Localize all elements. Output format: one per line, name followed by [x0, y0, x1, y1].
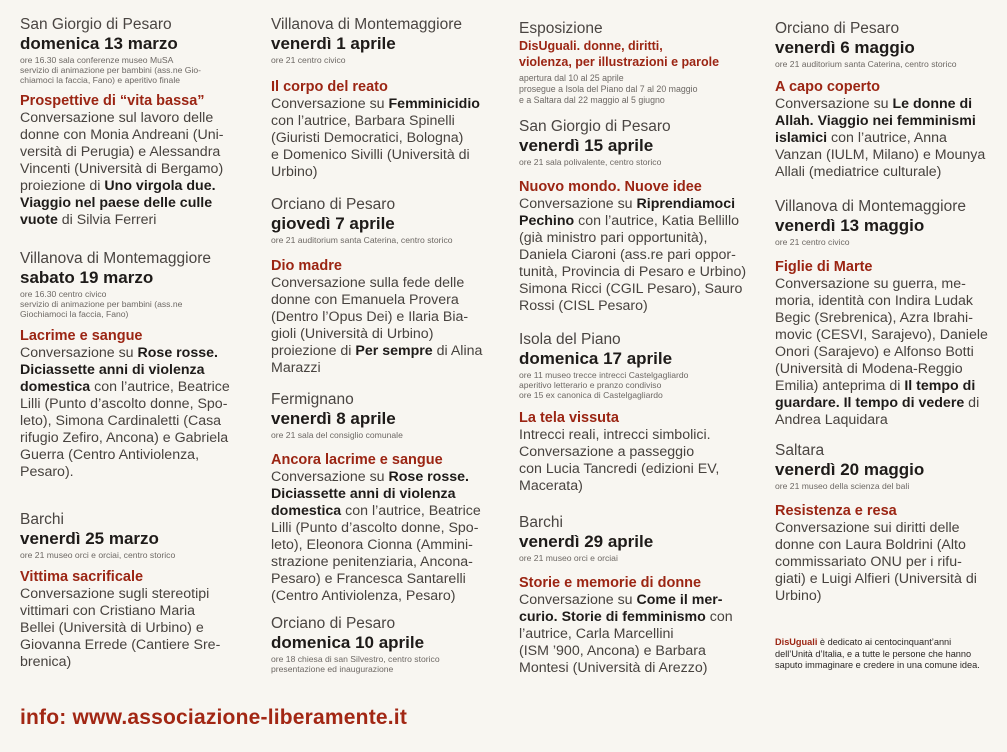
event-10-april [271, 615, 440, 674]
event-date: venerdì 15 aprile [519, 136, 654, 155]
event-date: domenica 13 marzo [20, 34, 178, 53]
event-info: ore 16.30 centro civico servizio di animazione per bambini (ass.ne Giochiamoci la faccia, Fano) [20, 289, 183, 319]
dedication-note: DisUguali è dedicato ai centocinquant’anni dell’Unità d’Italia, e a tutte le persone che hanno saputo immaginare e credere in una comune idea. [775, 637, 980, 670]
event-place: Villanova di Montemaggiore [271, 16, 462, 33]
event-13-march [20, 16, 223, 229]
event-date: venerdì 29 aprile [519, 532, 654, 551]
event-place: Saltara [775, 442, 825, 459]
event-title: Lacrime e sangue [20, 328, 143, 344]
event-description: Conversazione sul lavoro delle donne con Monia Andreani (Uni- versità di Perugia) e Alessandra Vincenti (Università di Bergamo) proiezione di Uno virgola due. Viaggio nel paese delle culle vuote di Silvia Ferreri [20, 110, 224, 228]
event-title: La tela vissuta [519, 410, 619, 426]
event-title: Il corpo del reato [271, 79, 388, 95]
event-info: ore 21 museo orci e orciai [519, 553, 618, 563]
exhibition [519, 20, 719, 106]
event-description: Intrecci reali, intrecci simbolici. Conversazione a passeggio con Lucia Tancredi (edizioni EV, Macerata) [519, 427, 720, 494]
exhibition-info: apertura dal 10 al 25 aprile prosegue a Isola del Piano dal 7 al 20 maggio e a Saltara dal 22 maggio al 5 giugno [519, 73, 698, 105]
event-15-april [519, 118, 746, 315]
event-date: domenica 17 aprile [519, 349, 673, 368]
event-description: Conversazione su Femminicidio con l’autrice, Barbara Spinelli (Giuristi Democratici, Bologna) e Domenico Sivilli (Università di Urbino) [271, 96, 480, 180]
event-place: Villanova di Montemaggiore [775, 198, 966, 215]
event-date: venerdì 1 aprile [271, 34, 396, 53]
event-title: Figlie di Marte [775, 259, 873, 275]
event-info: ore 21 centro civico [775, 237, 850, 247]
event-info: ore 16.30 sala conferenze museo MuSA servizio di animazione per bambini (ass.ne Gio- chiamoci la faccia, Fano) e aperitivo finale [20, 55, 202, 85]
event-title: Storie e memorie di donne [519, 575, 702, 591]
event-19-march [20, 250, 230, 481]
event-place: Barchi [20, 511, 64, 528]
event-description: Conversazione su Rose rosse. Diciassette anni di violenza domestica con l’autrice, Beatrice Lilli (Punto d’ascolto donne, Spo- leto), Eleonora Cionna (Ammini- strazione penitenziaria, Ancona- Pesaro) e Francesca Santarelli (Centro Antiviolenza, Pesaro) [271, 469, 481, 604]
event-place: Isola del Piano [519, 331, 621, 348]
event-info: ore 18 chiesa di san Silvestro, centro storico presentazione ed inaugurazione [271, 654, 440, 674]
exhibition-label: Esposizione [519, 20, 603, 37]
event-title: A capo coperto [775, 79, 881, 95]
footer-info-link[interactable]: info: www.associazione-liberamente.it [20, 706, 408, 729]
event-25-march [20, 511, 220, 671]
event-place: Barchi [519, 514, 563, 531]
event-title: Ancora lacrime e sangue [271, 452, 443, 468]
event-date: venerdì 8 aprile [271, 409, 396, 428]
event-17-april [519, 331, 719, 495]
event-info: ore 21 sala polivalente, centro storico [519, 157, 662, 167]
event-title: Prospettive di “vita bassa” [20, 93, 205, 109]
event-place: Villanova di Montemaggiore [20, 250, 211, 267]
event-description: Conversazione su Come il mer- curio. Storie di femminismo con l’autrice, Carla Marcellini (ISM ’900, Ancona) e Barbara Montesi (Università di Arezzo) [519, 592, 733, 676]
event-place: Fermignano [271, 391, 354, 408]
event-info: ore 21 auditorium santa Caterina, centro storico [775, 59, 957, 69]
event-29-april [519, 514, 733, 677]
event-description: Conversazione sulla fede delle donne con Emanuela Provera (Dentro l’Opus Dei) e Ilaria Bia- gioli (Università di Urbino) proiezione di Per sempre di Alina Marazzi [271, 275, 483, 376]
event-info: ore 21 auditorium santa Caterina, centro storico [271, 235, 453, 245]
event-title: Dio madre [271, 258, 342, 274]
event-7-april [271, 196, 482, 377]
event-date: sabato 19 marzo [20, 268, 154, 287]
event-6-may [775, 20, 985, 181]
event-date: giovedì 7 aprile [271, 214, 395, 233]
event-date: venerdì 13 maggio [775, 216, 925, 235]
event-place: San Giorgio di Pesaro [20, 16, 172, 33]
event-info: ore 21 museo orci e orciai, centro storico [20, 550, 176, 560]
event-info: ore 21 centro civico [271, 55, 346, 65]
event-place: Orciano di Pesaro [775, 20, 900, 37]
event-1-april [271, 16, 480, 181]
event-title: Nuovo mondo. Nuove idee [519, 179, 702, 195]
event-date: venerdì 20 maggio [775, 460, 925, 479]
event-8-april [271, 391, 481, 605]
event-info: ore 21 sala del consiglio comunale [271, 430, 403, 440]
event-title: Vittima sacrificale [20, 569, 144, 585]
event-place: San Giorgio di Pesaro [519, 118, 671, 135]
exhibition-title: DisUguali. donne, diritti, violenza, per illustrazioni e parole [519, 39, 720, 69]
event-description: Conversazione su Le donne di Allah. Viaggio nei femminismi islamici con l’autrice, Anna Vanzan (IULM, Milano) e Mounya Allali (mediatrice culturale) [775, 96, 986, 180]
event-description: Conversazione su guerra, me- moria, identità con Indira Ludak Begic (Srebrenica), Azra Ibrahi- movic (CESVI, Sarajevo), Daniele Onori (Sarajevo) e Alfonso Botti (Università di Modena-Reggio Emilia) anteprima di Il tempo di guardare. Il tempo di vedere di Andrea Laquidara [775, 276, 988, 428]
event-info: ore 21 museo della scienza del bali [775, 481, 910, 491]
event-description: Conversazione su Riprendiamoci Pechino con l’autrice, Katia Bellillo (già ministro pari opportunità), Daniela Ciaroni (ass.re pari oppor- tunità, Provincia di Pesaro e Urbino) Simona Ricci (CGIL Pesaro), Sauro Rossi (CISL Pesaro) [519, 196, 747, 314]
event-date: domenica 10 aprile [271, 633, 425, 652]
event-date: venerdì 6 maggio [775, 38, 915, 57]
event-description: Conversazione sugli stereotipi vittimari con Cristiano Maria Bellei (Università di Urbino) e Giovanna Errede (Cantiere Sre- brenica) [20, 586, 221, 670]
event-description: Conversazione su Rose rosse. Diciassette anni di violenza domestica con l’autrice, Beatrice Lilli (Punto d’ascolto donne, Spo- leto), Simona Cardinaletti (Casa rifugio Zefiro, Ancona) e Gabriela Guerra (Centro Antiviolenza, Pesaro). [20, 345, 230, 480]
event-20-may [775, 442, 977, 605]
event-date: venerdì 25 marzo [20, 529, 159, 548]
event-place: Orciano di Pesaro [271, 196, 396, 213]
event-13-may [775, 198, 988, 429]
event-description: Conversazione sui diritti delle donne con Laura Boldrini (Alto commissariato ONU per i rifu- giati) e Luigi Alfieri (Università di Urbino) [775, 520, 977, 604]
event-info: ore 11 museo trecce intrecci Castelgagliardo aperitivo letterario e pranzo condiviso ore 15 ex canonica di Castelgagliardo [519, 370, 689, 400]
event-place: Orciano di Pesaro [271, 615, 396, 632]
event-title: Resistenza e resa [775, 503, 897, 519]
